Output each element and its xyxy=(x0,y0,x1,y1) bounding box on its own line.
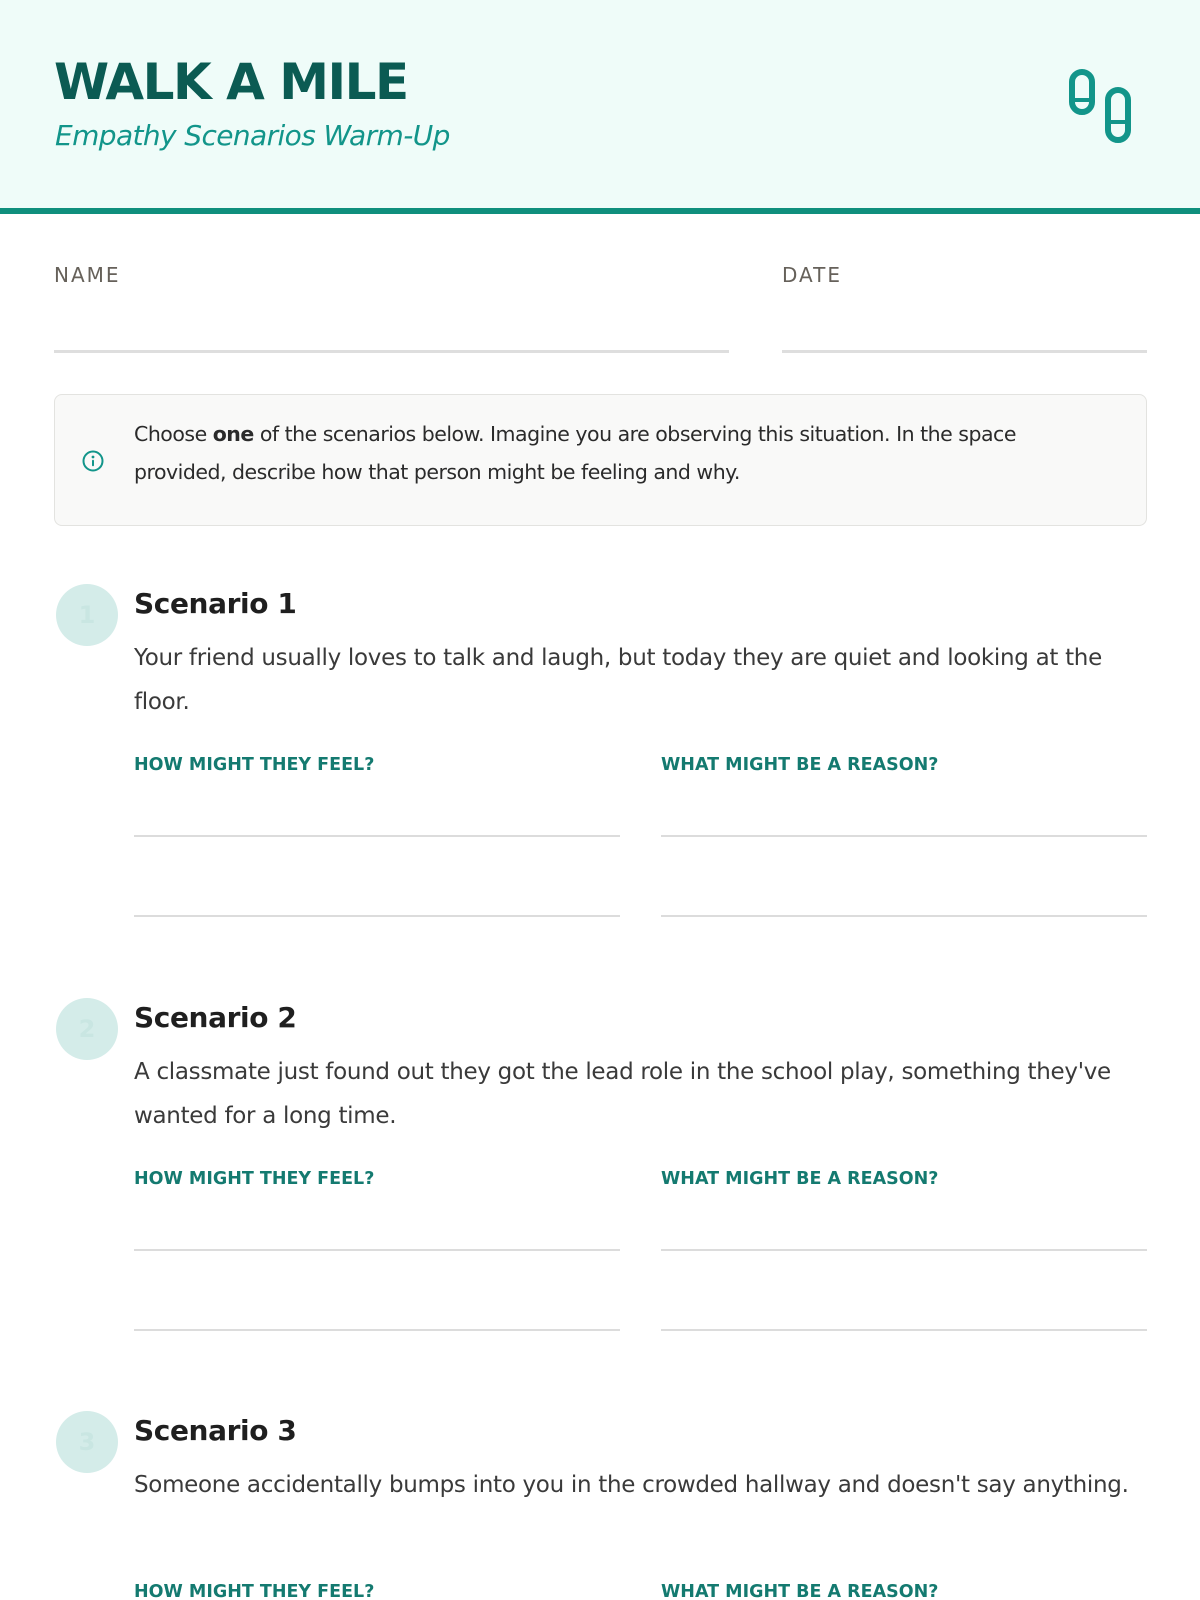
scenario-description: A classmate just found out they got the lead role in the school play, something they've wanted for a long time. xyxy=(134,1059,1111,1129)
instructions-box xyxy=(54,394,1147,526)
page-subtitle: Empathy Scenarios Warm-Up xyxy=(55,119,450,152)
scenario-number-badge: 2 xyxy=(56,998,118,1060)
name-label: NAME xyxy=(54,263,121,287)
scenario-title: Scenario 1 xyxy=(134,587,297,620)
scenario-2 xyxy=(0,990,1200,1390)
instructions-text-before: Choose xyxy=(134,422,213,446)
scenario-title: Scenario 3 xyxy=(134,1414,297,1447)
feel-question-label: HOW MIGHT THEY FEEL? xyxy=(134,1582,375,1600)
feel-answer-line[interactable] xyxy=(134,835,620,837)
worksheet-header xyxy=(0,0,1200,214)
scenario-3 xyxy=(0,1403,1200,1600)
info-icon xyxy=(82,450,104,472)
scenario-number-badge: 3 xyxy=(56,1411,118,1473)
instructions-text xyxy=(134,415,1094,491)
reason-answer-line[interactable] xyxy=(661,1329,1147,1331)
reason-question-label: WHAT MIGHT BE A REASON? xyxy=(661,755,939,775)
scenario-number-badge: 1 xyxy=(56,584,118,646)
scenario-1 xyxy=(0,576,1200,976)
instructions-emphasis: one xyxy=(212,422,254,446)
scenario-description: Your friend usually loves to talk and laugh, but today they are quiet and looking at the floor. xyxy=(134,645,1102,715)
scenario-title: Scenario 2 xyxy=(134,1001,297,1034)
feel-question-label: HOW MIGHT THEY FEEL? xyxy=(134,1169,375,1189)
instructions-text-after: of the scenarios below. Imagine you are observing this situation. In the space provided, describe how that person might be feeling and why. xyxy=(134,422,1016,484)
feel-answer-line[interactable] xyxy=(134,1329,620,1331)
feel-answer-line[interactable] xyxy=(134,1249,620,1251)
reason-answer-line[interactable] xyxy=(661,1249,1147,1251)
reason-question-label: WHAT MIGHT BE A REASON? xyxy=(661,1169,939,1189)
reason-answer-line[interactable] xyxy=(661,835,1147,837)
scenario-description: Someone accidentally bumps into you in the crowded hallway and doesn't say anything. xyxy=(134,1472,1129,1498)
reason-answer-line[interactable] xyxy=(661,915,1147,917)
feel-question-label: HOW MIGHT THEY FEEL? xyxy=(134,755,375,775)
reason-question-label: WHAT MIGHT BE A REASON? xyxy=(661,1582,939,1600)
date-label: DATE xyxy=(782,263,843,287)
date-field[interactable] xyxy=(782,350,1147,353)
page-title: WALK A MILE xyxy=(54,53,408,111)
footprints-icon xyxy=(1068,66,1144,146)
name-field[interactable] xyxy=(54,350,729,353)
feel-answer-line[interactable] xyxy=(134,915,620,917)
